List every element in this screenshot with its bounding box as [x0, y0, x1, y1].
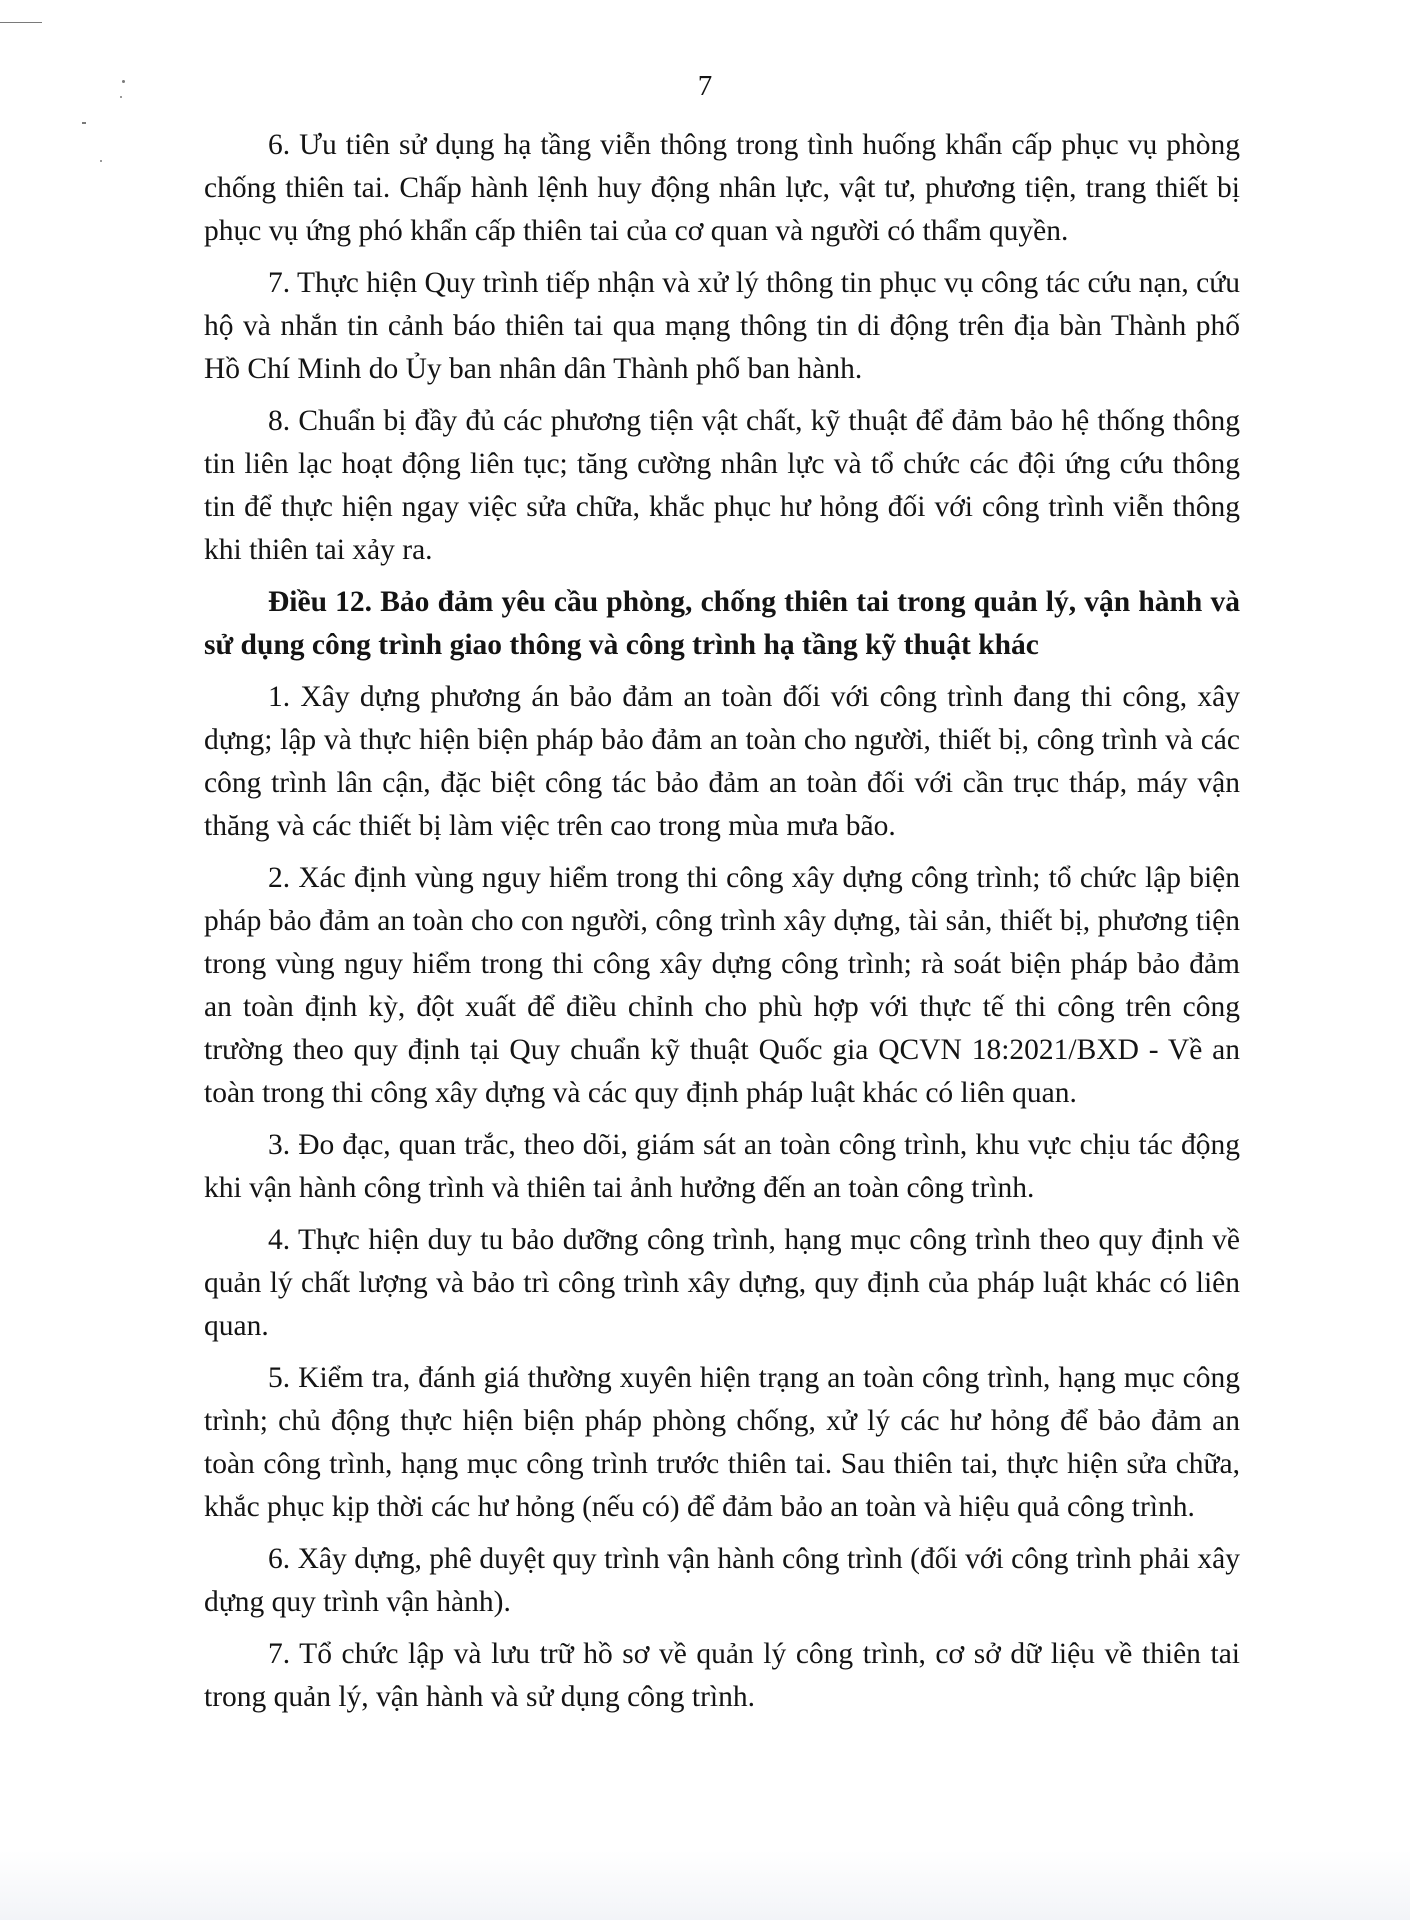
- list-item: 6. Xây dựng, phê duyệt quy trình vận hành công trình (đối với công trình phải xây dựng quy trình vận hành).: [204, 1543, 1240, 1618]
- article-heading: Điều 12. Bảo đảm yêu cầu phòng, chống thiên tai trong quản lý, vận hành và sử dụng công trình giao thông và công trình hạ tầng kỹ thuật khác: [204, 586, 1240, 661]
- list-item: 1. Xây dựng phương án bảo đảm an toàn đối với công trình đang thi công, xây dựng; lập và thực hiện biện pháp bảo đảm an toàn cho người, thiết bị, công trình và các công trình lân cận, đặc biệt công tác bảo đảm an toàn đối với cần trục tháp, máy vận thăng và các thiết bị làm việc trên cao trong mùa mưa bão.: [204, 681, 1240, 842]
- list-item: 3. Đo đạc, quan trắc, theo dõi, giám sát an toàn công trình, khu vực chịu tác động khi vận hành công trình và thiên tai ảnh hưởng đến an toàn công trình.: [204, 1129, 1240, 1204]
- list-item: 7. Tổ chức lập và lưu trữ hồ sơ về quản lý công trình, cơ sở dữ liệu về thiên tai trong quản lý, vận hành và sử dụng công trình.: [204, 1638, 1240, 1713]
- scan-dust-mark: [82, 122, 86, 124]
- list-item: 4. Thực hiện duy tu bảo dưỡng công trình, hạng mục công trình theo quy định về quản lý chất lượng và bảo trì công trình xây dựng, quy định của pháp luật khác có liên quan.: [204, 1224, 1240, 1342]
- list-item: 5. Kiểm tra, đánh giá thường xuyên hiện trạng an toàn công trình, hạng mục công trình; chủ động thực hiện biện pháp phòng chống, xử lý các hư hỏng để bảo đảm an toàn công trình, hạng mục công trình trước thiên tai. Sau thiên tai, thực hiện sửa chữa, khắc phục kịp thời các hư hỏng (nếu có) để đảm bảo an toàn và hiệu quả công trình.: [204, 1362, 1240, 1523]
- scan-edge-shading: [0, 1850, 1410, 1920]
- list-item: 7. Thực hiện Quy trình tiếp nhận và xử lý thông tin phục vụ công tác cứu nạn, cứu hộ và nhắn tin cảnh báo thiên tai qua mạng thông tin di động trên địa bàn Thành phố Hồ Chí Minh do Ủy ban nhân dân Thành phố ban hành.: [204, 267, 1240, 385]
- list-item: 6. Ưu tiên sử dụng hạ tầng viễn thông trong tình huống khẩn cấp phục vụ phòng chống thiên tai. Chấp hành lệnh huy động nhân lực, vật tư, phương tiện, trang thiết bị phục vụ ứng phó khẩn cấp thiên tai của cơ quan và người có thẩm quyền.: [204, 129, 1240, 247]
- list-item: 8. Chuẩn bị đầy đủ các phương tiện vật chất, kỹ thuật để đảm bảo hệ thống thông tin liên lạc hoạt động liên tục; tăng cường nhân lực và tổ chức các đội ứng cứu thông tin để thực hiện ngay việc sửa chữa, khắc phục hư hỏng đối với công trình viễn thông khi thiên tai xảy ra.: [204, 405, 1240, 566]
- document-body: [204, 124, 1240, 1728]
- scan-dust-mark: [100, 160, 102, 162]
- scan-dust-mark: [0, 22, 42, 23]
- page-number: 7: [697, 70, 713, 102]
- list-item: 2. Xác định vùng nguy hiểm trong thi công xây dựng công trình; tổ chức lập biện pháp bảo đảm an toàn cho con người, công trình xây dựng, tài sản, thiết bị, phương tiện trong vùng nguy hiểm trong thi công xây dựng công trình; rà soát biện pháp bảo đảm an toàn định kỳ, đột xuất để điều chỉnh cho phù hợp với thực tế thi công trên công trường theo quy định tại Quy chuẩn kỹ thuật Quốc gia QCVN 18:2021/BXD - Về an toàn trong thi công xây dựng và các quy định pháp luật khác có liên quan.: [204, 862, 1240, 1109]
